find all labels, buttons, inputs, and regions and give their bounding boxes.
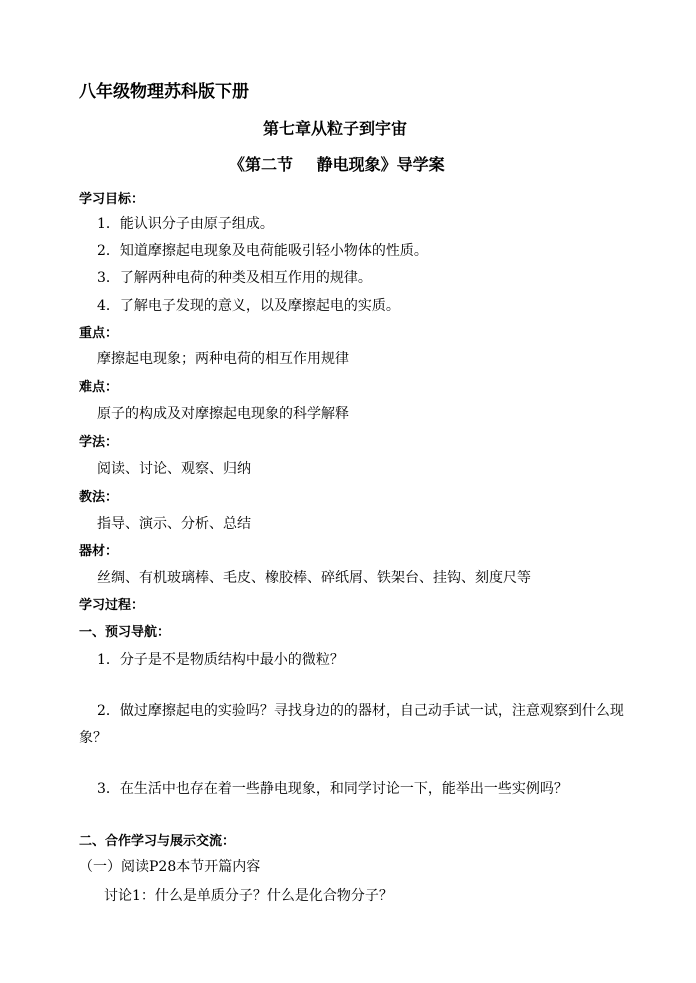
series-title: 八年级物理苏科版下册 [79,82,249,102]
teach-method-text: 指导、演示、分析、总结 [97,516,251,532]
section-title: 《第二节 静电现象》导学案 [229,155,445,174]
goal-item: 3．了解两种电荷的种类及相互作用的规律。 [97,270,372,286]
question-2-continued: 象？ [79,730,107,746]
chapter-title: 第七章从粒子到宇宙 [263,119,408,138]
question-3: 3．在生活中也存在着一些静电现象，和同学讨论一下，能举出一些实例吗？ [97,781,568,797]
equipment-label: 器材： [79,544,119,559]
goal-item: 2．知道摩擦起电现象及电荷能吸引轻小物体的性质。 [97,243,428,259]
sub-section-1: （一）阅读P28本节开篇内容 [79,859,261,875]
study-method-label: 学法： [79,435,119,450]
goal-item: 1．能认识分子由原子组成。 [97,216,274,232]
key-text: 摩擦起电现象；两种电荷的相互作用规律 [97,351,349,367]
question-2: 2．做过摩擦起电的实验吗？寻找身边的的器材，自己动手试一试，注意观察到什么现 [97,703,624,719]
teach-method-label: 教法： [79,490,119,505]
key-label: 重点： [79,326,119,341]
discussion-1: 讨论1：什么是单质分子？什么是化合物分子？ [104,888,393,904]
part1-label: 一、预习导航： [79,625,171,640]
equipment-text: 丝绸、有机玻璃棒、毛皮、橡胶棒、碎纸屑、铁架台、挂钩、刻度尺等 [97,570,531,586]
study-method-text: 阅读、讨论、观察、归纳 [97,461,251,477]
goals-label: 学习目标： [79,192,145,207]
question-1: 1．分子是不是物质结构中最小的微粒？ [97,652,344,668]
difficulty-text: 原子的构成及对摩擦起电现象的科学解释 [97,406,349,422]
goal-item: 4．了解电子发现的意义，以及摩擦起电的实质。 [97,298,400,314]
process-label: 学习过程： [79,598,145,613]
difficulty-label: 难点： [79,380,119,395]
part2-label: 二、合作学习与展示交流： [79,834,236,849]
